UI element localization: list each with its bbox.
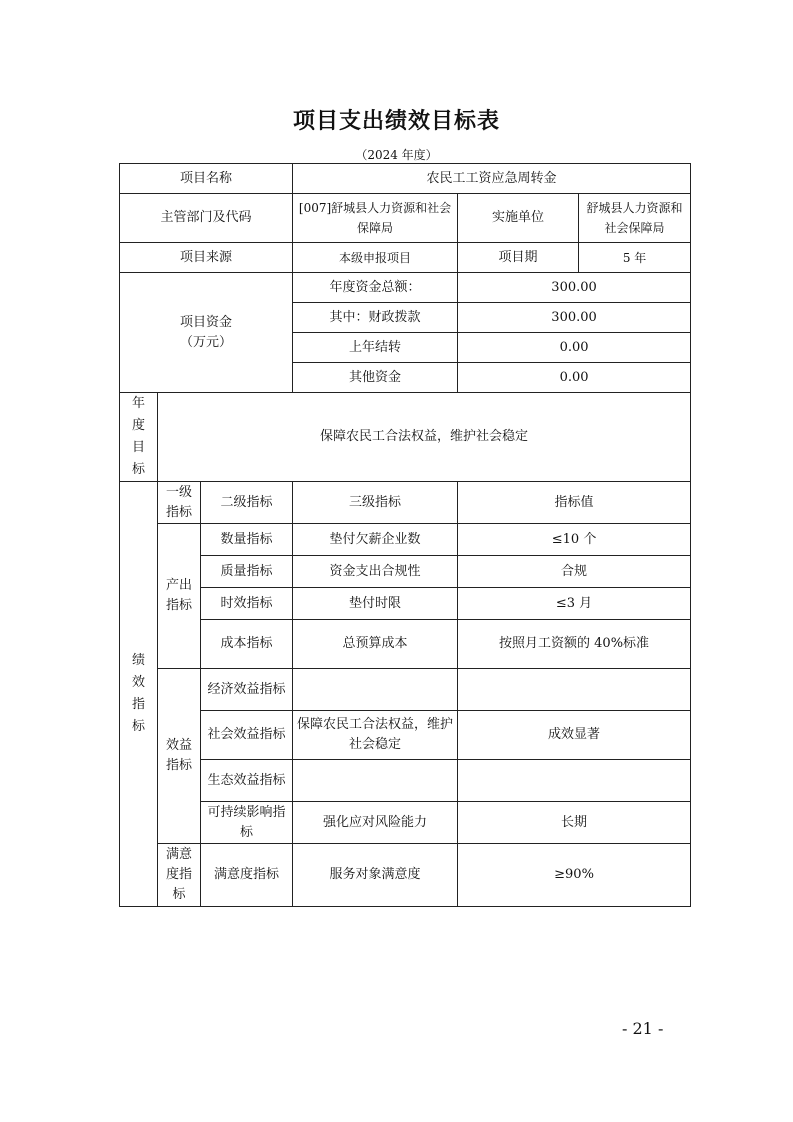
indicator-value: ≤3 月 [458,588,691,620]
dept-value: [007]舒城县人力资源和社会保障局 [293,194,458,243]
table-row [120,588,691,620]
perf-label-text: 绩效指标 [131,653,145,734]
indicator-level3: 总预算成本 [293,620,458,669]
performance-target-table [119,163,691,907]
indicator-level3: 资金支出合规性 [293,556,458,588]
indicator-level3: 强化应对风险能力 [293,802,458,844]
funds-row-label: 其他资金 [293,363,458,393]
unit-label: 实施单位 [458,194,579,243]
header-value: 指标值 [458,482,691,524]
indicator-level2: 数量指标 [201,524,293,556]
funds-label [120,273,293,393]
table-row [120,393,691,482]
indicator-level2: 成本指标 [201,620,293,669]
indicator-level2: 满意度指标 [201,844,293,907]
header-level3: 三级指标 [293,482,458,524]
indicator-value: ≥90% [458,844,691,907]
project-name-label: 项目名称 [120,164,293,194]
table-row [120,802,691,844]
funds-unit-text: （万元） [180,334,233,350]
funds-row-label: 上年结转 [293,333,458,363]
period-value: 5 年 [579,243,691,273]
indicator-value [458,669,691,711]
page-title: 项目支出绩效目标表 [292,109,500,134]
funds-row-value: 0.00 [458,363,691,393]
goal-text: 保障农民工合法权益，维护社会稳定 [158,393,691,482]
indicator-level3 [293,669,458,711]
indicator-value: 长期 [458,802,691,844]
funds-label-text: 项目资金 [180,314,233,330]
source-label: 项目来源 [120,243,293,273]
table-row [120,669,691,711]
page-number: - 21 - [622,1019,664,1038]
indicator-level2: 社会效益指标 [201,711,293,760]
satisfaction-label: 满意度指标 [158,844,201,907]
table-row [120,760,691,802]
goal-label-text: 年度目标 [131,396,145,477]
funds-row-label: 其中：财政拨款 [293,303,458,333]
table-row [120,711,691,760]
output-label: 产出指标 [158,524,201,669]
dept-label: 主管部门及代码 [120,194,293,243]
table-row [120,164,691,194]
indicator-value: 按照月工资额的 40%标准 [458,620,691,669]
table-row [120,620,691,669]
perf-label [120,482,158,907]
project-name-value: 农民工工资应急周转金 [293,164,691,194]
funds-row-value: 0.00 [458,333,691,363]
source-value: 本级申报项目 [293,243,458,273]
table-row [120,524,691,556]
indicator-level3: 服务对象满意度 [293,844,458,907]
header-level2: 二级指标 [201,482,293,524]
table-row [120,273,691,303]
indicator-level3: 保障农民工合法权益，维护社会稳定 [293,711,458,760]
benefit-label: 效益指标 [158,669,201,844]
indicator-value: 成效显著 [458,711,691,760]
funds-row-label: 年度资金总额： [293,273,458,303]
indicator-level2: 生态效益指标 [201,760,293,802]
table-row [120,194,691,243]
indicator-level2: 可持续影响指标 [201,802,293,844]
indicator-level2: 经济效益指标 [201,669,293,711]
indicator-value [458,760,691,802]
table-row [120,243,691,273]
table-row [120,556,691,588]
table-row [120,844,691,907]
year-subtitle: （2024 年度） [355,148,438,162]
header-level1: 一级指标 [158,482,201,524]
unit-value: 舒城县人力资源和社会保障局 [579,194,691,243]
indicator-level2: 时效指标 [201,588,293,620]
funds-row-value: 300.00 [458,273,691,303]
indicator-value: ≤10 个 [458,524,691,556]
funds-row-value: 300.00 [458,303,691,333]
indicator-value: 合规 [458,556,691,588]
indicator-level3: 垫付时限 [293,588,458,620]
period-label: 项目期 [458,243,579,273]
indicator-level2: 质量指标 [201,556,293,588]
indicator-level3: 垫付欠薪企业数 [293,524,458,556]
indicator-level3 [293,760,458,802]
table-row [120,482,691,524]
goal-label [120,393,158,482]
